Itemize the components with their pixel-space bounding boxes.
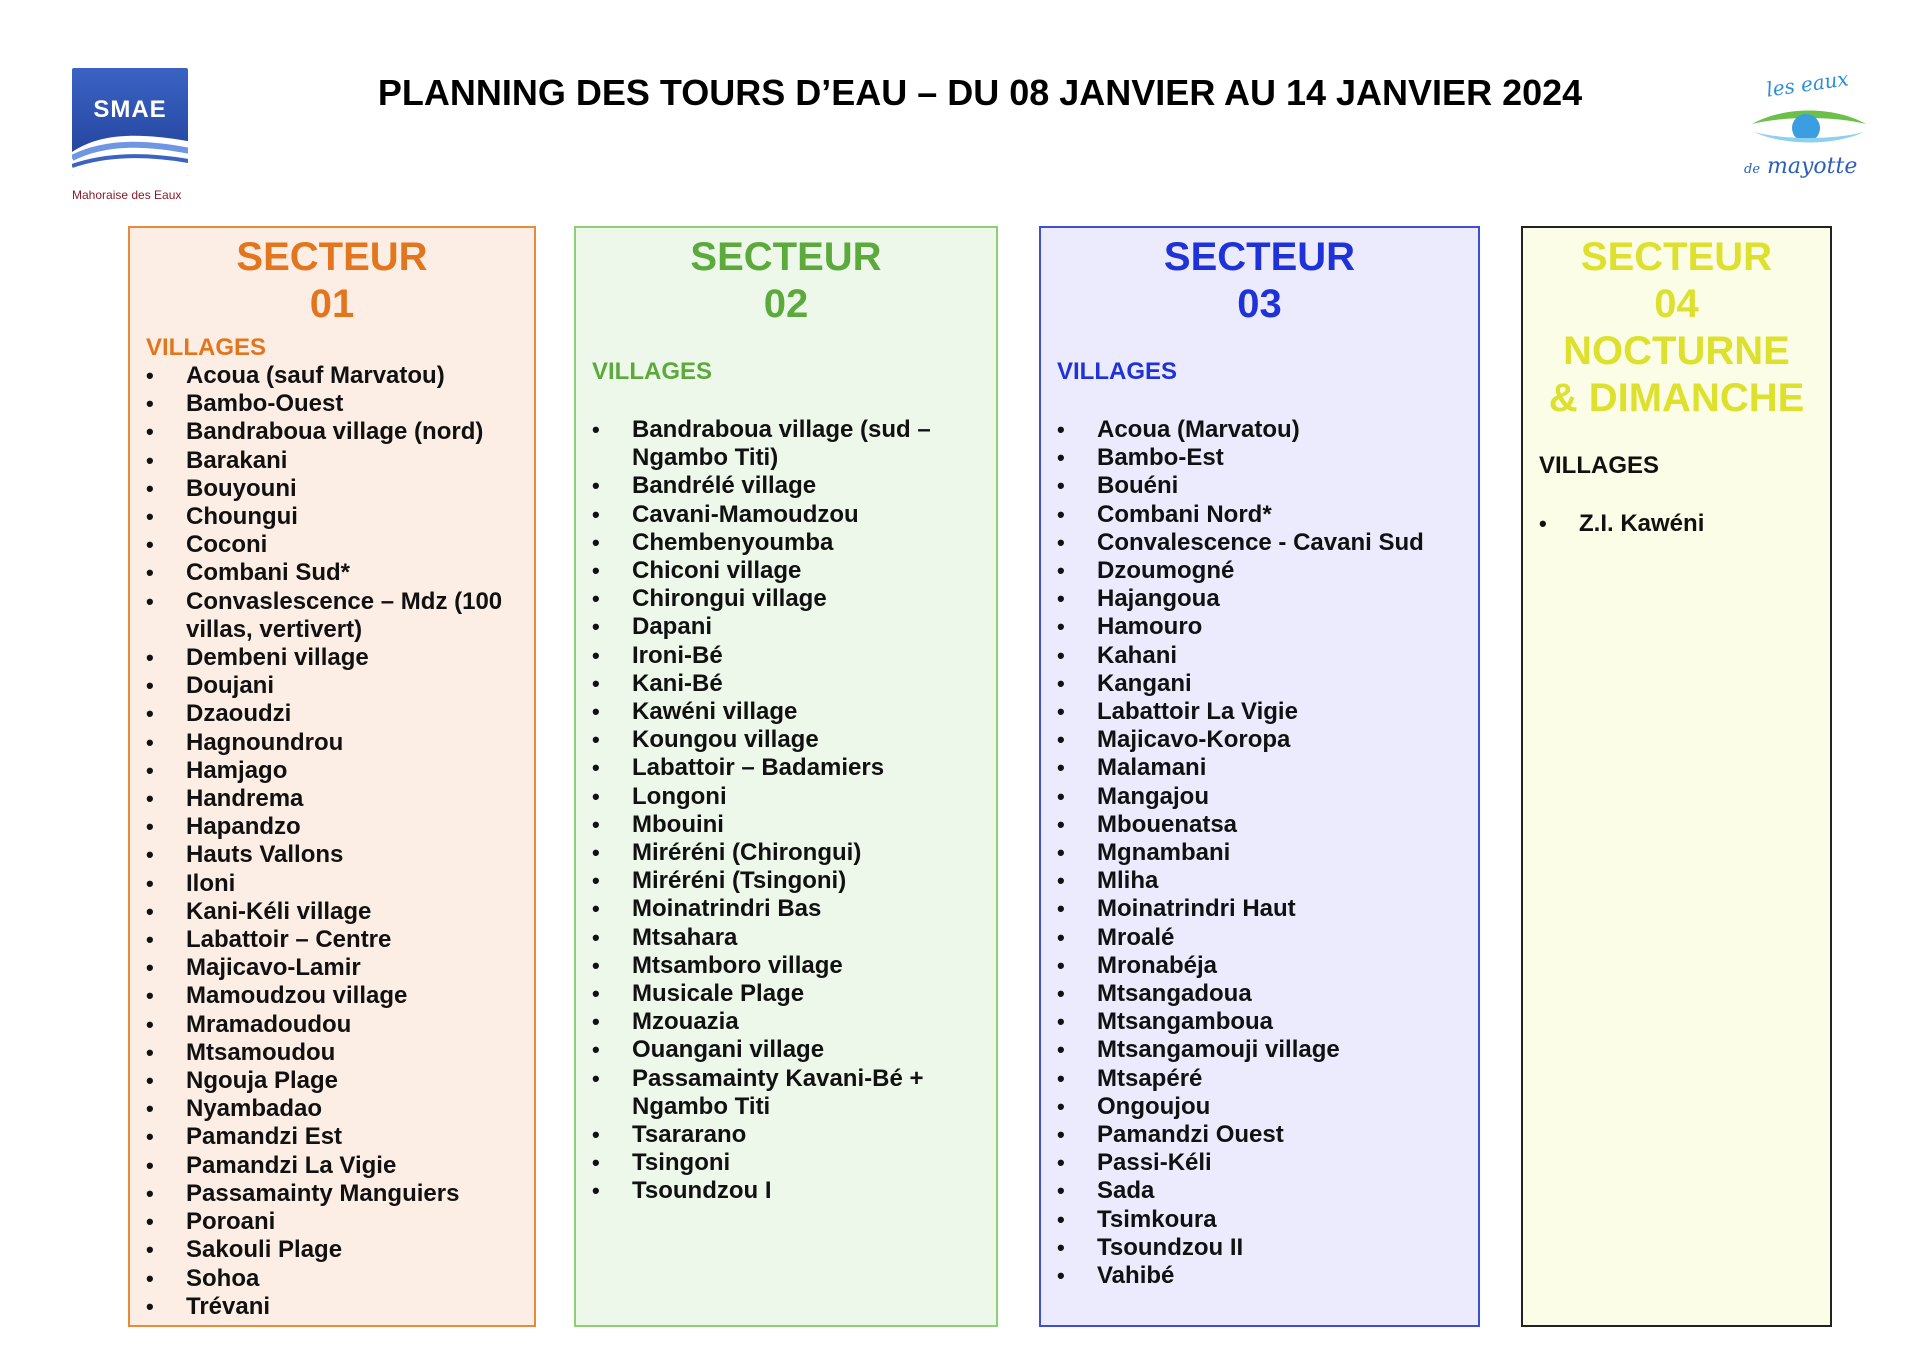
village-item: • Tsoundzou II <box>1057 1234 1478 1262</box>
village-item: • Dembeni village <box>146 644 534 672</box>
village-item: • Doujani <box>146 672 534 700</box>
village-item: • Hamouro <box>1057 613 1478 641</box>
smae-logo <box>68 68 200 204</box>
village-item: • Mtsamboro village <box>592 952 996 980</box>
village-item: • Pamandzi La Vigie <box>146 1152 534 1180</box>
village-item: • Malamani <box>1057 754 1478 782</box>
village-list <box>1523 510 1830 538</box>
village-item: • Combani Sud* <box>146 559 534 587</box>
village-list <box>130 362 534 1321</box>
village-item: • Sada <box>1057 1177 1478 1205</box>
village-list <box>576 416 996 1206</box>
eaux-de-mayotte-logo <box>1744 68 1874 188</box>
village-item: • Ironi-Bé <box>592 642 996 670</box>
sector-01-panel <box>128 226 536 1327</box>
sector-title: SECTEUR 01 <box>236 235 428 326</box>
village-item: • Miréréni (Tsingoni) <box>592 867 996 895</box>
village-item: • Coconi <box>146 531 534 559</box>
village-item: • Combani Nord* <box>1057 501 1478 529</box>
villages-label: VILLAGES <box>146 334 267 361</box>
smae-brand-text: SMAE <box>93 96 167 123</box>
village-item: • Chembenyoumba <box>592 529 996 557</box>
village-item: • Tsararano <box>592 1121 996 1149</box>
village-item: • Dzaoudzi <box>146 700 534 728</box>
smae-logo-box <box>72 68 188 176</box>
sector-04-panel <box>1521 226 1832 1327</box>
village-item: • Mronabéja <box>1057 952 1478 980</box>
page-title: PLANNING DES TOURS D’EAU – DU 08 JANVIER AU 14 JANVIER 2024 <box>377 72 1583 113</box>
village-item: • Mtsangamouji village <box>1057 1036 1478 1064</box>
village-item: • Bouyouni <box>146 475 534 503</box>
village-item: • Mbouenatsa <box>1057 811 1478 839</box>
village-item: • Kangani <box>1057 670 1478 698</box>
village-item: • Ngouja Plage <box>146 1067 534 1095</box>
village-item: • Labattoir – Centre <box>146 926 534 954</box>
village-item: • Convalescence - Cavani Sud <box>1057 529 1478 557</box>
village-item: • Sohoa <box>146 1265 534 1293</box>
village-item: • Mamoudzou village <box>146 982 534 1010</box>
village-item: • Koungou village <box>592 726 996 754</box>
village-item: • Bambo-Ouest <box>146 390 534 418</box>
village-item: • Barakani <box>146 447 534 475</box>
village-item: • Mgnambani <box>1057 839 1478 867</box>
village-item: • Hagnoundrou <box>146 729 534 757</box>
village-list <box>1041 416 1478 1290</box>
village-item: • Longoni <box>592 783 996 811</box>
village-item: • Bandraboua village (nord) <box>146 418 534 446</box>
villages-label: VILLAGES <box>1057 358 1178 385</box>
village-item: • Tsimkoura <box>1057 1206 1478 1234</box>
village-item: • Moinatrindri Haut <box>1057 895 1478 923</box>
village-item: • Majicavo-Koropa <box>1057 726 1478 754</box>
sector-title: SECTEUR 03 <box>1163 235 1356 326</box>
village-item: • Dapani <box>592 613 996 641</box>
village-item: • Chirongui village <box>592 585 996 613</box>
water-drop-icon <box>1744 102 1874 154</box>
village-item: • Ongoujou <box>1057 1093 1478 1121</box>
village-item: • Choungui <box>146 503 534 531</box>
village-item: • Tsoundzou I <box>592 1177 996 1205</box>
sector-title: SECTEUR 02 <box>690 235 882 326</box>
sector-03-panel <box>1039 226 1480 1327</box>
village-item: • Mbouini <box>592 811 996 839</box>
village-item: • Labattoir La Vigie <box>1057 698 1478 726</box>
village-item: • Cavani-Mamoudzou <box>592 501 996 529</box>
village-item: • Mtsahara <box>592 924 996 952</box>
village-item: • Bandraboua village (sud – Ngambo Titi) <box>592 416 996 472</box>
village-item: • Kani-Kéli village <box>146 898 534 926</box>
village-item: • Passi-Kéli <box>1057 1149 1478 1177</box>
smae-caption: Mahoraise des Eaux <box>72 188 182 202</box>
village-item: • Mzouazia <box>592 1008 996 1036</box>
sector-title: SECTEUR 04 NOCTURNE & DIMANCHE <box>1548 235 1805 420</box>
village-item: • Labattoir – Badamiers <box>592 754 996 782</box>
village-item: • Z.I. Kawéni <box>1539 510 1830 538</box>
village-item: • Nyambadao <box>146 1095 534 1123</box>
village-item: • Ouangani village <box>592 1036 996 1064</box>
village-item: • Acoua (sauf Marvatou) <box>146 362 534 390</box>
village-item: • Pamandzi Ouest <box>1057 1121 1478 1149</box>
village-item: • Chiconi village <box>592 557 996 585</box>
villages-label: VILLAGES <box>592 358 713 385</box>
village-item: • Trévani <box>146 1293 534 1321</box>
village-item: • Miréréni (Chirongui) <box>592 839 996 867</box>
village-item: • Hauts Vallons <box>146 841 534 869</box>
village-item: • Majicavo-Lamir <box>146 954 534 982</box>
village-item: • Bandrélé village <box>592 472 996 500</box>
village-item: • Mtsangadoua <box>1057 980 1478 1008</box>
mayotte-logo-name: mayotte <box>1767 154 1858 179</box>
village-item: • Hamjago <box>146 757 534 785</box>
village-item: • Bambo-Est <box>1057 444 1478 472</box>
village-item: • Acoua (Marvatou) <box>1057 416 1478 444</box>
village-item: • Mroalé <box>1057 924 1478 952</box>
village-item: • Handrema <box>146 785 534 813</box>
village-item: • Dzoumogné <box>1057 557 1478 585</box>
village-item: • Iloni <box>146 870 534 898</box>
village-item: • Mliha <box>1057 867 1478 895</box>
village-item: • Mtsapéré <box>1057 1065 1478 1093</box>
village-item: • Tsingoni <box>592 1149 996 1177</box>
village-item: • Poroani <box>146 1208 534 1236</box>
mayotte-logo-bottom-text <box>1744 154 1857 179</box>
village-item: • Passamainty Manguiers <box>146 1180 534 1208</box>
village-item: • Mtsamoudou <box>146 1039 534 1067</box>
village-item: • Kawéni village <box>592 698 996 726</box>
village-item: • Pamandzi Est <box>146 1123 534 1151</box>
village-item: • Moinatrindri Bas <box>592 895 996 923</box>
village-item: • Mtsangamboua <box>1057 1008 1478 1036</box>
village-item: • Passamainty Kavani-Bé + Ngambo Titi <box>592 1065 996 1121</box>
village-item: • Bouéni <box>1057 472 1478 500</box>
sector-02-panel <box>574 226 998 1327</box>
villages-label: VILLAGES <box>1539 452 1660 479</box>
village-item: • Sakouli Plage <box>146 1236 534 1264</box>
wave-icon <box>72 124 188 176</box>
mayotte-logo-top-text: les eaux <box>1764 66 1851 102</box>
village-item: • Mangajou <box>1057 783 1478 811</box>
mayotte-logo-de: de <box>1744 162 1761 177</box>
village-item: • Kani-Bé <box>592 670 996 698</box>
village-item: • Kahani <box>1057 642 1478 670</box>
village-item: • Hajangoua <box>1057 585 1478 613</box>
village-item: • Vahibé <box>1057 1262 1478 1290</box>
village-item: • Hapandzo <box>146 813 534 841</box>
village-item: • Musicale Plage <box>592 980 996 1008</box>
village-item: • Convaslescence – Mdz (100 villas, vertivert) <box>146 588 534 644</box>
village-item: • Mramadoudou <box>146 1011 534 1039</box>
